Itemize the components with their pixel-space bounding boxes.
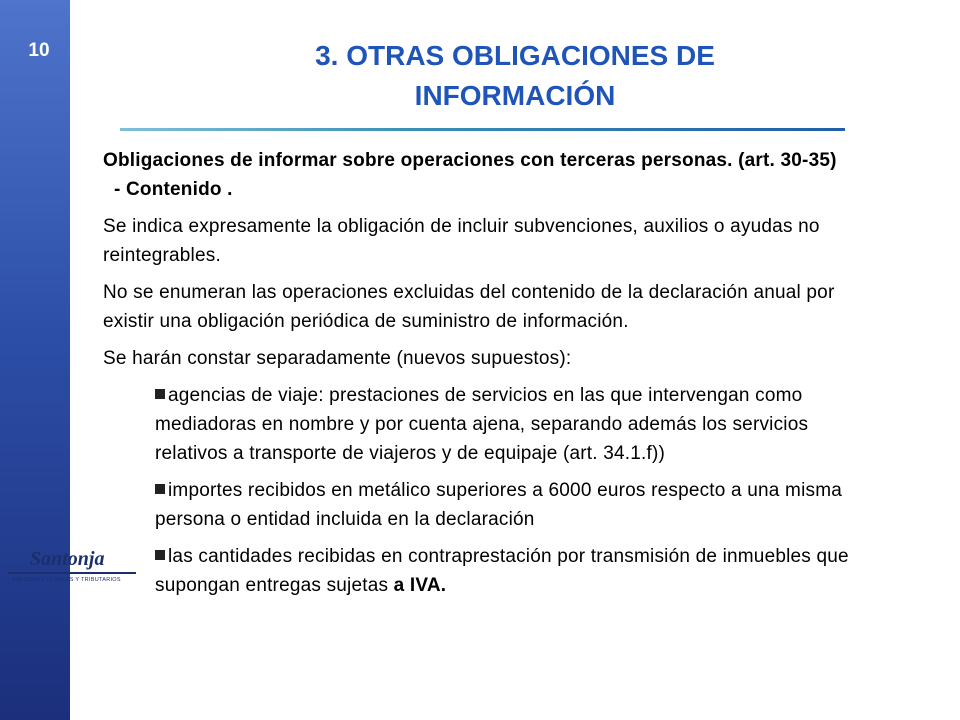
lead-suffix: - Contenido .	[103, 179, 233, 200]
slide-title-line2: INFORMACIÓN	[414, 80, 616, 111]
bullet-item-metalico	[155, 476, 883, 534]
bullet-item-inmuebles	[155, 542, 883, 600]
square-bullet-icon	[155, 484, 165, 494]
slide-title	[190, 36, 840, 116]
logo-tagline: ASESORES LEGALES Y TRIBUTARIOS	[12, 577, 121, 583]
square-bullet-icon	[155, 550, 165, 560]
bullet-text: agencias de viaje: prestaciones de servicios en las que intervengan como mediadoras en nombre y por cuenta ajena, separando además los servicios relativos a transporte de viajeros y de equipaje (art. 34.1.f))	[155, 385, 809, 464]
lead-paragraph	[103, 146, 883, 204]
logo-wordmark: Santonja	[30, 548, 105, 570]
side-band	[0, 0, 70, 720]
square-bullet-icon	[155, 389, 165, 399]
paragraph-subvenciones: Se indica expresamente la obligación de incluir subvenciones, auxilios o ayudas no reintegrables.	[103, 216, 820, 266]
paragraph-nuevos-supuestos: Se harán constar separadamente (nuevos supuestos):	[103, 348, 572, 369]
slide-title-line1: 3. OTRAS OBLIGACIONES DE	[315, 40, 715, 71]
bullet-text: importes recibidos en metálico superiores a 6000 euros respecto a una misma persona o entidad incluida en la declaración	[155, 480, 842, 530]
bullet-text: las cantidades recibidas en contraprestación por transmisión de inmuebles que supongan entregas sujetas	[155, 546, 849, 596]
bullet-list	[103, 381, 883, 600]
bullet-bold-suffix: a IVA.	[393, 575, 447, 596]
bullet-item-agencias	[155, 381, 883, 468]
lead-text: Obligaciones de informar sobre operaciones con terceras personas. (art. 30-35)	[103, 150, 837, 171]
page-number: 10	[28, 40, 50, 61]
paragraph-operaciones-excluidas: No se enumeran las operaciones excluidas del contenido de la declaración anual por existir una obligación periódica de suministro de información.	[103, 282, 835, 332]
title-divider	[120, 128, 845, 131]
slide-content	[103, 146, 883, 608]
